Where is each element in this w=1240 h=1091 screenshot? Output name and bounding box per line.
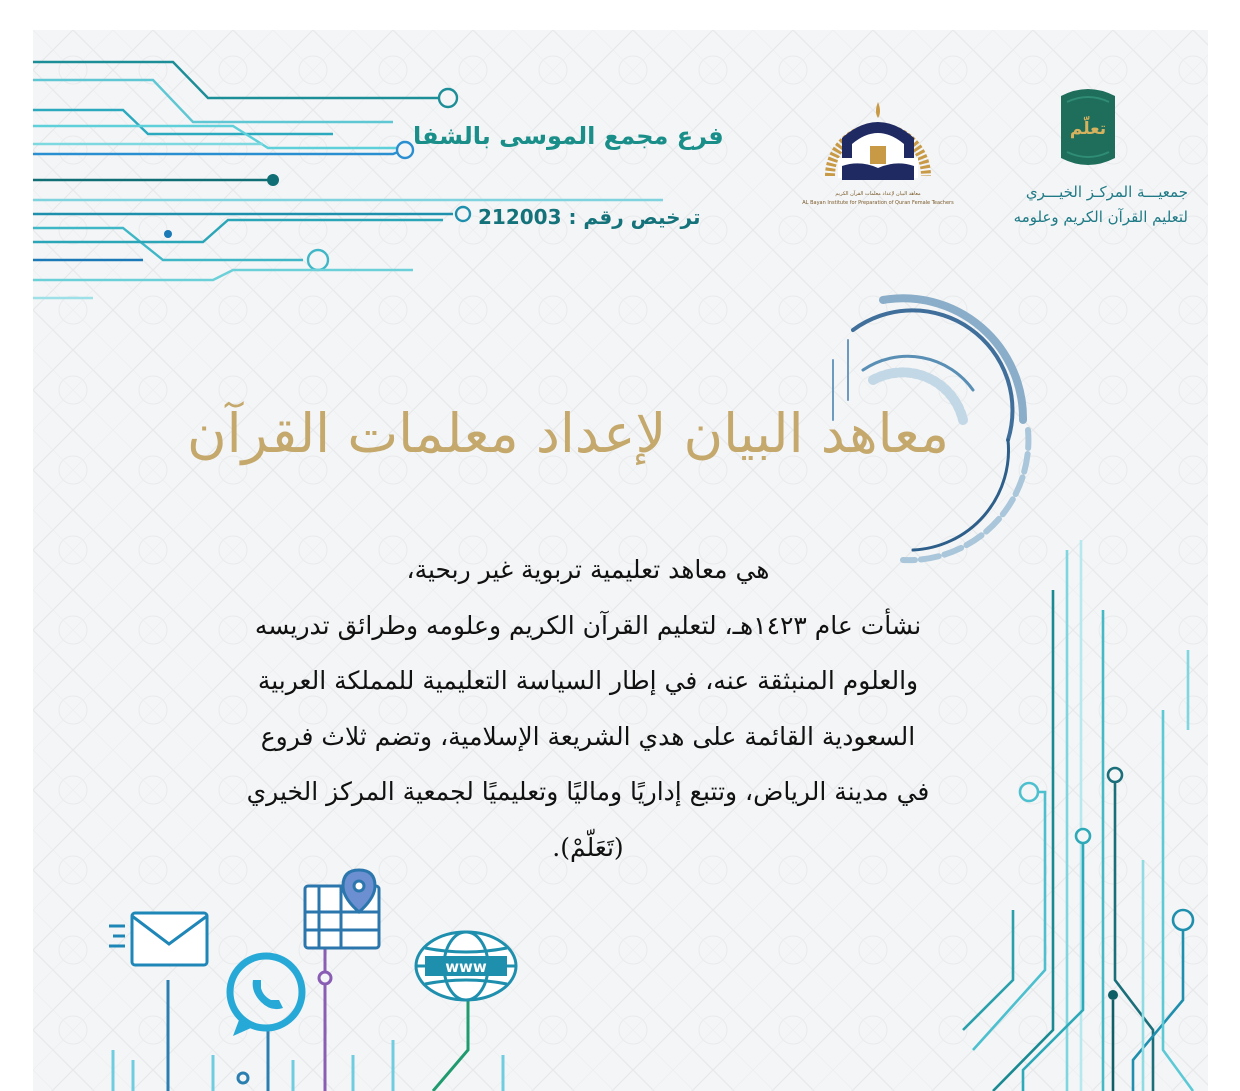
website-globe-icon [411, 928, 521, 1008]
taalam-line1: جمعيـــة المركـز الخيـــري [1025, 183, 1188, 201]
bayan-subtitle-ar: معاهد البيان لإعداد معلمات القرآن الكريم [835, 191, 921, 197]
branch-name: فرع مجمع الموسى بالشفا [413, 122, 724, 150]
email-icon [107, 908, 212, 978]
description-line: والعلوم المنبثقة عنه، في إطار السياسة التعليمية للمملكة العربية [257, 666, 919, 695]
top-circuit-decoration [33, 30, 753, 310]
poster [33, 30, 1208, 1091]
web-label: www [445, 958, 487, 976]
main-title: معاهد البيان لإعداد معلمات القرآن [186, 402, 950, 465]
description-line: في مدينة الرياض، وتتبع إداريًا وماليًا وتعليميًا لجمعية المركز الخيري [246, 777, 930, 806]
description-line: (تَعَلّمْ). [552, 832, 624, 862]
bayan-subtitle-en: AL Bayan Institute for Preparation of Quran Female Teachers [802, 200, 954, 206]
right-circuit-decoration [953, 530, 1208, 1091]
bayan-emblem-icon [820, 88, 936, 188]
description-line: السعودية القائمة على هدي الشريعة الإسلامية، وتضم ثلاث فروع [260, 721, 916, 751]
bayan-logo [778, 88, 978, 213]
license-number: ترخيص رقم : 212003 [478, 205, 701, 229]
description [188, 542, 988, 875]
svg-text:تعلّم: تعلّم [1069, 119, 1107, 139]
taalam-logo [973, 80, 1203, 230]
taalam-emblem-icon [1053, 82, 1123, 172]
description-line: نشأت عام ١٤٢٣هـ، لتعليم القرآن الكريم وعلومه وطرائق تدريسه [254, 610, 922, 640]
whatsapp-icon [221, 950, 311, 1040]
taalam-line2: لتعليم القرآن الكريم وعلومه [1013, 208, 1188, 226]
description-line: هي معاهد تعليمية تربوية غير ربحية، [406, 555, 770, 584]
map-location-icon [301, 868, 391, 968]
